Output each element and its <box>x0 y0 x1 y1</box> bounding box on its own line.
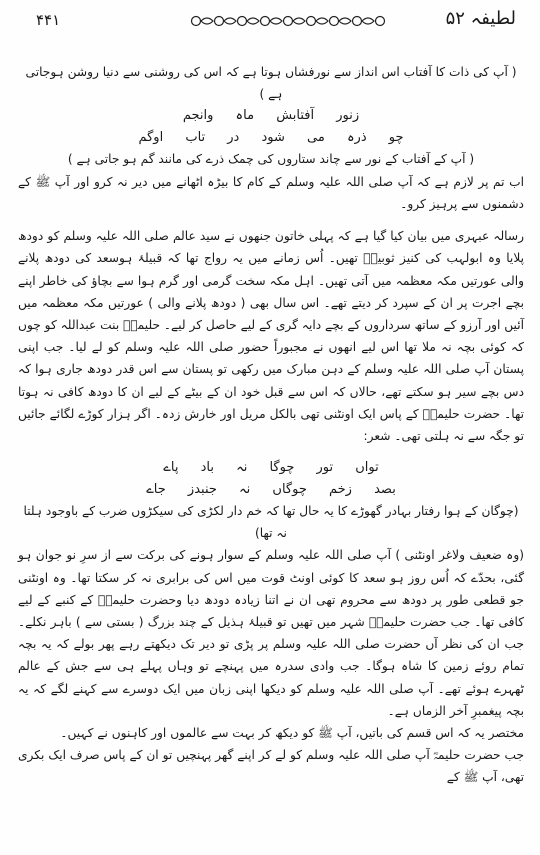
paragraph: مختصر یہ کہ اس قسم کی باتیں، آپ ﷺ کو دیکھ کر بہت سے عالموں اور کاہنوں نے کہیں۔ <box>60 726 524 741</box>
verse-translation: (چوگان کے ہوا رفتار بہادر گھوڑے کا یہ حال تھا کہ خم دار لکڑی کی سیکڑوں ضرب کے باوجود ہلتا نہ تھا) <box>23 504 519 540</box>
page-header <box>18 8 522 34</box>
ornament-divider <box>188 12 388 30</box>
paragraph: رسالہ عبہری میں بیان کیا گیا ہے کہ پہلی خاتون جنھوں نے سید عالم صلی اللہ علیہ وسلم کو دودھ پلایا وہ ابولہب کی کنیز ثوبیہؓ تھیں۔ اُس زمانے میں یہ رواج تھا کہ قبیلۂ ہوسعد کی دودھ پلانے والی عورتیں مکہ معظمہ میں آتی تھیں۔ اہل مکہ سخت گرمی اور گرم ہوا سے بچاؤ کی خاطر اپنے بچے اجرت پر ان کے سپرد کر دیتے تھے۔ اس سال بھی ( دودھ پلانے والی ) عورتیں مکہ معظمہ میں آئیں اور آرزو کے ساتھ سرداروں کے بچے دایہ گری کے لیے حاصل کر لیے۔ حلیمہؓ بنت عبداللہ کو چوں کہ کوئی بچہ نہ ملا تھا اس لیے انھوں نے مجبوراً حضور صلی اللہ علیہ وسلم کو لے لیا۔ جب اپنی پستان آپ صلی اللہ علیہ وسلم کے دہن مبارک میں رکھی تو پستان سے اس قدر دودھ جاری ہوا کہ دس بچے سیر ہو سکتے تھے، حالاں کہ اس سے قبل خود ان کے بیٹے کے لیے ان کا دودھ کافی نہ ہوتا تھا۔ حضرت حلیمہؓ کے پاس ایک اونٹنی تھی بالکل مریل اور خارش زدہ۔ اگر ہزار کوڑے لگائے جائیں تو جگہ سے نہ ہلتی تھی۔ شعر: <box>18 229 524 444</box>
paragraph: اب تم پر لازم ہے کہ آپ صلی اللہ علیہ وسلم کے کام کا بیڑہ اٹھانے میں دیر نہ کرو اور آپ ﷺ کے دشمنوں سے پرہیز کرو۔ <box>18 174 524 211</box>
persian-verse-line: تواں تور چوگا نہ باد پاے <box>163 460 379 476</box>
persian-verse-line: چو ذرہ می شود در تاب اوگم <box>138 130 404 146</box>
page-number: ۴۴۱ <box>36 11 61 29</box>
paragraph: جب حضرت حلیمہؓ آپ صلی اللہ علیہ وسلم کو لے کر اپنے گھر پہنچیں تو ان کے پاس صرف ایک بکری تھی، آپ ﷺ کے <box>18 748 524 785</box>
section-title: لطیفہ ۵۲ <box>445 8 516 29</box>
verse-translation: ( آپ کی ذات کا آفتاب اس انداز سے نورفشاں ہوتا ہے کہ اس کی روشنی سے دنیا روشن ہوجاتی ہے ) <box>25 65 517 101</box>
paragraph: (وہ ضعیف ولاغر اونٹنی ) آپ صلی اللہ علیہ وسلم کے سوار ہونے کی برکت سے از سرِ نو جوان ہو گئی، بحدّے کہ اُس روز ہو سعد کا کوئی اونٹ قوت میں اس کی برابری نہ کر سکتا تھا۔ وہ اونٹنی جو قطعی طور پر دودھ سے محروم تھی ان نے اتنا زیادہ دودھ دیا وحضرت حلیمہؓ کے کنبے کے لیے کافی تھا۔ جب حضرت حلیمہؓ شہر میں تھیں تو قبیلۂ ہذیل کے چند بزرگ ( بستی سے ) باہر نکلے۔ جب ان کی نظر آں حضرت صلی اللہ علیہ وسلم پر پڑی تو دیر تک دیکھتے رہے پھر بولے کہ یہ بچہ تمام روئے زمین کا شاہ ہوگا۔ جب وادی سدرہ میں پہنچے تو وہاں پہلے ہی سے جش کے عالم ٹھہرے ہوئے تھے۔ آپ صلی اللہ علیہ وسلم کو دیکھا اپنی زبان میں ایک دوسرے سے کہنے لگے کہ یہ بچہ پیغمبرِ آخر الزماں ہے۔ <box>18 548 524 718</box>
persian-verse-line: زنور آفتابش ماہ وانجم <box>182 108 360 124</box>
verse-translation: ( آپ کے آفتاب کے نور سے چاند ستاروں کی چمک ذرے کی مانند گم ہو جاتی ہے ) <box>67 152 475 167</box>
persian-verse-line: بصد زخم چوگاں نہ جنبدز جاے <box>146 482 396 498</box>
page-body <box>18 62 524 789</box>
